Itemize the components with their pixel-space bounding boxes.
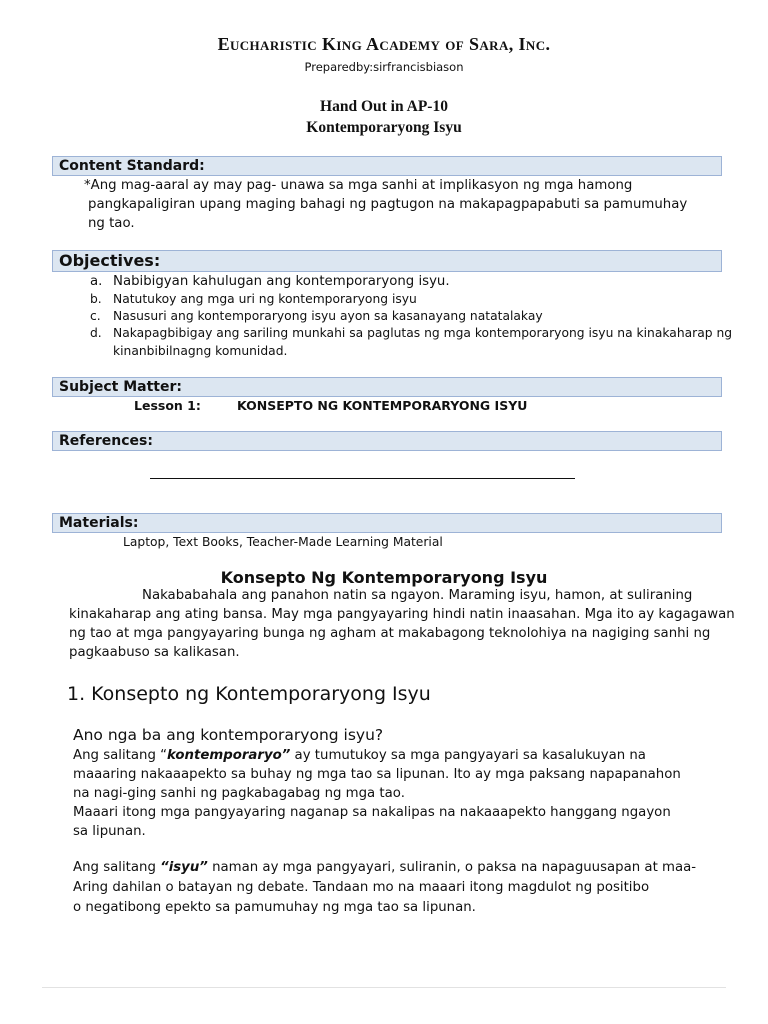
definition-line bbox=[73, 860, 696, 875]
definition-line bbox=[73, 748, 646, 763]
objective-letter: b. bbox=[90, 292, 102, 306]
objective-text: Nabibigyan kahulugan ang kontemporaryong isyu. bbox=[113, 274, 450, 289]
objective-letter: a. bbox=[90, 274, 103, 289]
objective-letter: d. bbox=[90, 326, 102, 340]
materials-text: Laptop, Text Books, Teacher-Made Learning Material bbox=[123, 535, 443, 549]
lesson-title: KONSEPTO NG KONTEMPORARYONG ISYU bbox=[237, 398, 528, 413]
definition-line: Aring dahilan o batayan ng debate. Tandaan mo na maaari itong magdulot ng positibo bbox=[73, 880, 650, 895]
definition-rest: naman ay mga pangyayari, suliranin, o paksa na napaguusapan at maa- bbox=[207, 860, 697, 875]
definition-line: Maaari itong mga pangyayaring naganap sa nakalipas na nakaaapekto hanggang ngayon bbox=[73, 805, 671, 820]
definition-line: maaaring nakaaapekto sa buhay ng mga tao sa lipunan. Ito ay mga paksang napapanahon bbox=[73, 767, 681, 782]
objective-continuation: kinanbibilnagng komunidad. bbox=[113, 344, 288, 358]
definition-line: na nagi-ging sanhi ng pagkabagabag ng mga tao. bbox=[73, 786, 405, 801]
definition-line: sa lipunan. bbox=[73, 824, 146, 839]
objective-text: Nakapagbibigay ang sariling munkahi sa paglutas ng mga kontemporaryong isyu na kinakaharap ng bbox=[113, 326, 733, 340]
content-standard-bar: Content Standard: bbox=[52, 156, 722, 176]
page-bottom-divider bbox=[42, 987, 726, 988]
concept-paragraph-line: pagkaabuso sa kalikasan. bbox=[69, 645, 240, 660]
objective-letter: c. bbox=[90, 309, 101, 323]
definition-rest: ay tumutukoy sa mga pangyayari sa kasalukuyan na bbox=[290, 748, 646, 763]
objective-text: Nasusuri ang kontemporaryong isyu ayon sa kasanayang natatalakay bbox=[113, 309, 543, 323]
term-isyu: “isyu” bbox=[160, 860, 208, 875]
concept-paragraph-line: ng tao at mga pangyayaring bunga ng agham at makabagong teknolohiya na nagiging sanhi ng bbox=[69, 626, 711, 641]
lesson-label: Lesson 1: bbox=[134, 398, 201, 413]
concept-paragraph-line: kinakaharap ang ating bansa. May mga pangyayaring hindi natin inaasahan. Mga ito ay kagagawan bbox=[69, 607, 735, 622]
school-name: Eucharistic King Academy of Sara, Inc. bbox=[217, 34, 551, 54]
definition-prefix: Ang salitang bbox=[73, 860, 161, 875]
section-question: Ano nga ba ang kontemporaryong isyu? bbox=[73, 726, 384, 744]
section-heading: 1. Konsepto ng Kontemporaryong Isyu bbox=[67, 683, 431, 705]
subject-matter-bar: Subject Matter: bbox=[52, 377, 722, 397]
materials-bar: Materials: bbox=[52, 513, 722, 533]
term-kontemporaryo: kontemporaryo” bbox=[167, 748, 291, 763]
prepared-by: Preparedby:sirfrancisbiason bbox=[304, 60, 464, 74]
objective-text: Natutukoy ang mga uri ng kontemporaryong isyu bbox=[113, 292, 417, 306]
definition-line: o negatibong epekto sa pamumuhay ng mga tao sa lipunan. bbox=[73, 900, 476, 915]
concept-paragraph-line: Nakababahala ang panahon natin sa ngayon. Maraming isyu, hamon, at suliraning bbox=[142, 588, 693, 603]
objectives-bar: Objectives: bbox=[52, 250, 722, 272]
handout-title: Hand Out in AP-10 bbox=[320, 98, 448, 115]
concept-title: Konsepto Ng Kontemporaryong Isyu bbox=[220, 568, 548, 587]
content-standard-line: *Ang mag-aaral ay may pag- unawa sa mga sanhi at implikasyon ng mga hamong bbox=[84, 178, 633, 193]
subject-title: Kontemporaryong Isyu bbox=[306, 119, 462, 136]
references-blank-line bbox=[150, 478, 575, 479]
content-standard-line: ng tao. bbox=[88, 216, 135, 231]
content-standard-line: pangkapaligiran upang maging bahagi ng pagtugon na makapagpapabuti sa pamumuhay bbox=[88, 197, 688, 212]
definition-prefix: Ang salitang “ bbox=[73, 748, 168, 763]
references-bar: References: bbox=[52, 431, 722, 451]
